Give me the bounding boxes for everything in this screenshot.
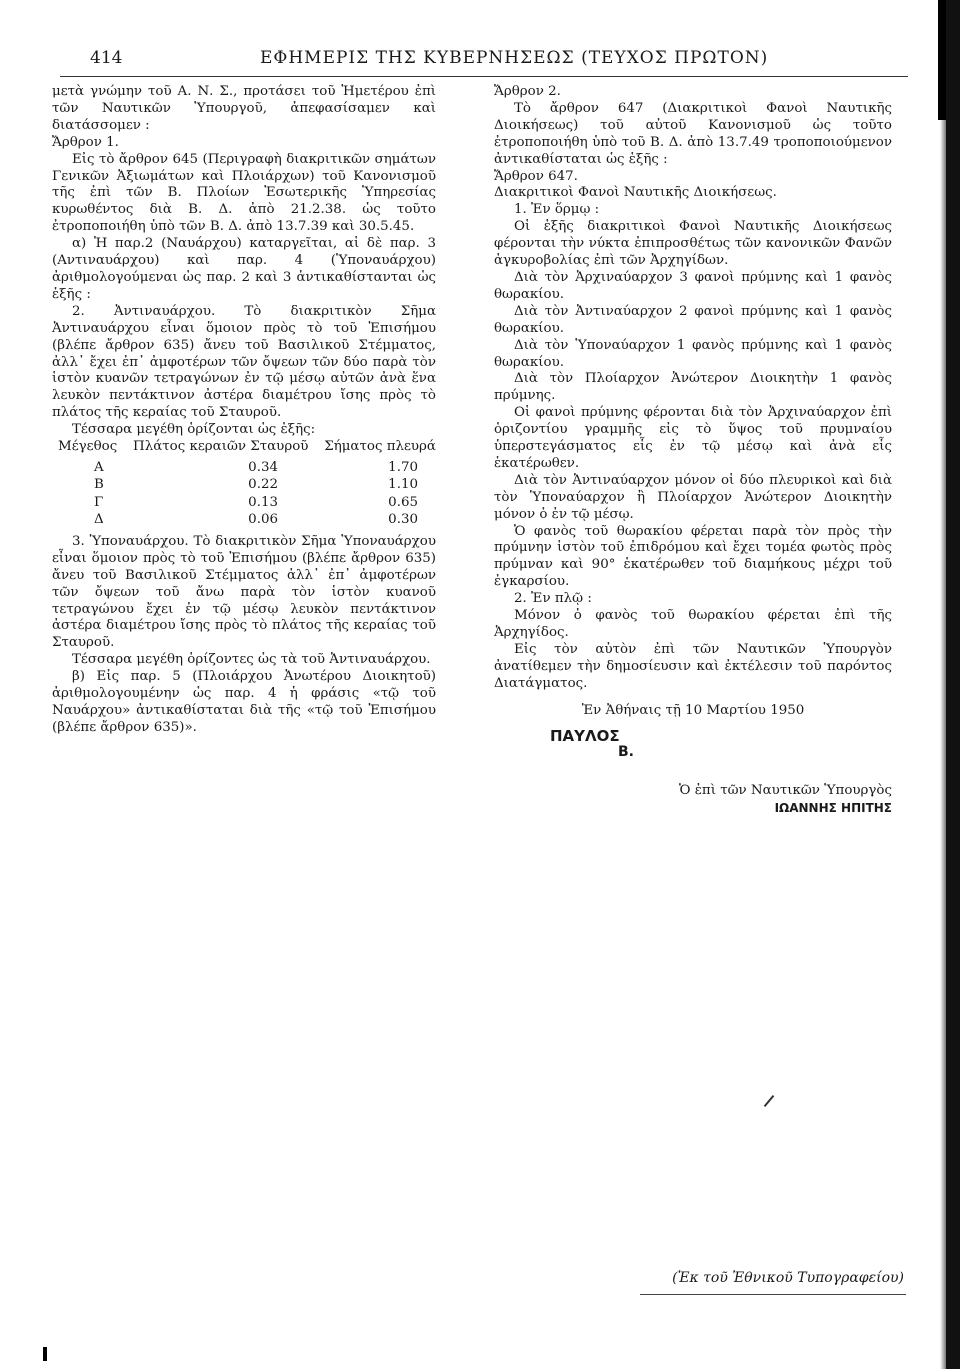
table-row — [52, 460, 436, 478]
article-647-heading: Ἄρθρον 647. — [494, 168, 578, 184]
sizes-intro: Τέσσαρα μεγέθη ὁρίζονται ὡς ἑξῆς: — [72, 422, 316, 438]
scan-edge-dark-corner — [938, 0, 946, 120]
article-2-paragraph: Τὸ ἄρθρον 647 (Διακριτικοὶ Φανοὶ Ναυτικῆς Διοικήσεως) τοῦ αὐτοῦ Κανονισμοῦ ὡς τοῦτο ἐτροποποιήθη ὑπὸ τοῦ Β. Δ. ἀπὸ 13.7.49 τροποποιούμενον ἀντικαθίσταται ὡς ἑξῆς : — [494, 100, 892, 167]
lights-intro: Οἱ ἑξῆς διακριτικοὶ Φανοὶ Ναυτικῆς Διοικήσεως φέρονται τὴν νύκτα ἐπιπροσθέτως τῶν κανονικῶν Φανῶν ἀγκυροβολίας ἐπὶ τῶν Ἀρχηγίδων. — [494, 219, 892, 269]
table-cell: 0.22 — [248, 477, 278, 493]
page-title: ΕΦΗΜΕΡΙΣ ΤΗΣ ΚΥΒΕΡΝΗΣΕΩΣ (ΤΕΥΧΟΣ ΠΡΩΤΟΝ) — [260, 48, 769, 68]
table-cell: 0.30 — [388, 512, 418, 528]
underway-paragraph: Μόνον ὁ φανὸς τοῦ θωρακίου φέρεται ἐπὶ τῆς Ἀρχηγίδος. — [494, 608, 892, 640]
king-signature: ΠΑΥΛΟΣ — [550, 726, 620, 745]
article-1-heading: Ἄρθρον 1. — [52, 134, 119, 150]
intro-paragraph: μετὰ γνώμην τοῦ Α. Ν. Σ., προτάσει τοῦ Ἡμετέρου ἐπὶ τῶν Ναυτικῶν Ὑπουργοῦ, ἀπεφασίσαμεν καὶ διατάσσομεν : — [52, 84, 436, 133]
scan-edge-gradient — [940, 0, 946, 1369]
minister-name: ΙΩΑΝΝΗΣ ΗΠΙΤΗΣ — [774, 801, 892, 816]
deck-light-paragraph: Ὁ φανὸς τοῦ θωρακίου φέρεται παρὰ τὸν πρὸς τὴν πρύμνην ἱστὸν τοῦ ἐπιδρόμου καὶ ἔχει τομέα φωτὸς πρὸς πρύμναν καὶ 90° ἑκατέρωθεν τοῦ διαμήκους μέχρι τοῦ ἐγκαρσίου. — [494, 523, 892, 590]
left-column — [52, 84, 436, 737]
table-cell: 0.06 — [248, 512, 278, 528]
footer-rule — [640, 1294, 906, 1295]
vice-admiral-paragraph: 2. Ἀντιναυάρχου. Τὸ διακριτικὸν Σῆμα Ἀντιναυάρχου εἶναι ὅμοιον πρὸς τὸ τοῦ Ἐπισήμου (βλέπε ἄρθρον 635) ἄνευ τοῦ Βασιλικοῦ Στέμματος, ἀλλ᾽ ἔχει ἐπ᾽ ἀμφοτέρων τῶν ὄψεων τῶν δύο παρὰ τὸν ἱστὸν κυανῶν τετραγώνων ἐν τῷ μέσῳ αὐτῶν ἀνὰ ἕνα λευκὸν πεντάκτινον ἀστέρα διαμέτρου ἴσης πρὸς τὸ πλάτος τῆς κεραίας τοῦ Σταυροῦ. — [52, 303, 436, 421]
table-cell: Δ — [94, 512, 104, 528]
subsection-1: 1. Ἐν ὅρμῳ : — [514, 202, 600, 218]
printer-footer: (Ἐκ τοῦ Ἐθνικοῦ Τυπογραφείου) — [672, 1270, 904, 1286]
col-header-size: Μέγεθος — [58, 439, 118, 455]
table-cell: Β — [94, 477, 104, 493]
handwritten-mark — [764, 1095, 775, 1107]
page-number: 414 — [90, 48, 123, 68]
table-cell: 0.34 — [248, 459, 278, 475]
table-cell: Α — [94, 459, 104, 475]
col-header-width: Πλάτος κεραιῶν Σταυροῦ — [133, 439, 309, 455]
rear-admiral-sizes: Τέσσαρα μεγέθη ὁρίζοντες ὡς τὰ τοῦ Ἀντιναυάρχου. — [72, 652, 431, 668]
article-1-paragraph: Εἰς τὸ ἄρθρον 645 (Περιγραφὴ διακριτικῶν σημάτων Γενικῶν Ἀξιωμάτων καὶ Πλοιάρχων) τοῦ Κανονισμοῦ τῆς ἐπὶ τῶν Β. Πλοίων Ἐσωτερικῆς Ὑπηρεσίας κυρωθέντος διὰ Β. Δ. ἀπὸ 21.2.38. ὡς τοῦτο ἐτροποποιήθη ὑπὸ τῶν Β. Δ. ἀπὸ 13.7.39 καὶ 30.5.45. — [52, 151, 436, 235]
table-row — [52, 495, 436, 513]
section-heading: Διακριτικοὶ Φανοὶ Ναυτικῆς Διοικήσεως. — [494, 185, 777, 201]
side-lights-placement: Διὰ τὸν Ἀντιναύαρχον μόνον οἱ δύο πλευρικοὶ καὶ διὰ τὸν Ὑποναύαρχον ἢ Πλοίαρχον Ἀνώτερον Διοικητὴν μόνον ὁ ἐν τῷ μέσῳ. — [494, 472, 892, 522]
clause-b-paragraph: β) Εἰς παρ. 5 (Πλοιάρχου Ἀνωτέρου Διοικητοῦ) ἀριθμολογουμένην ὡς παρ. 4 ἡ φράσις «τῷ τοῦ Ναυάρχου» ἀντικαθίσταται διὰ τῆς «τῷ τοῦ Ἐπισήμου (βλέπε ἄρθρον 635)». — [52, 669, 436, 735]
clause-a-paragraph: α) Ἡ παρ.2 (Ναυάρχου) καταργεῖται, αἱ δὲ παρ. 3 (Αντιναυάρχου) καὶ παρ. 4 (Ὑποναυάρχου) ἀριθμολογούμεναι ὡς παρ. 2 καὶ 3 ἀντικαθίστανται ὡς ἑξῆς : — [52, 236, 436, 302]
rear-admiral-lights: Διὰ τὸν Ὑποναύαρχον 1 φανὸς πρύμνης καὶ 1 φανὸς θωρακίου. — [494, 337, 892, 370]
stern-lights-placement: Οἱ φανοὶ πρύμνης φέρονται διὰ τὸν Ἀρχιναύαρχον ἐπὶ ὁριζοντίου γραμμῆς εἰς τὸ ὕψος τοῦ πρυμναίου ὑπερστεγάσματος εἷς ἐν τῷ μέσῳ καὶ ἀνὰ εἷς ἑκατέρωθεν. — [494, 405, 892, 471]
table-cell: Γ — [94, 494, 104, 510]
admiral-lights: Διὰ τὸν Ἀρχιναύαρχον 3 φανοὶ πρύμνης καὶ 1 φανὸς θωρακίου. — [494, 269, 892, 302]
right-column — [494, 84, 892, 817]
captain-lights: Διὰ τὸν Πλοίαρχον Ἀνώτερον Διοικητὴν 1 φανὸς πρύμνης. — [494, 371, 892, 404]
table-cell: 0.13 — [248, 494, 278, 510]
rear-admiral-paragraph: 3. Ὑποναυάρχου. Τὸ διακριτικὸν Σῆμα Ὑποναυάρχου εἶναι ὅμοιον πρὸς τὸ τοῦ Ἐπισήμου (βλέπε ἄρθρον 635) ἄνευ τοῦ Βασιλικοῦ Στέμματος ἀλλ᾽ ἐπ᾽ ἀμφοτέρων τῶν ὄψεων τοῦ ἄνω παρὰ τὸν ἱστὸν κυανοῦ τετραγώνου ἔχει ἐν τῷ μέσῳ λευκὸν πεντάκτινον ἀστέρα διαμέτρου ἴσης πρὸς τὸ πλάτος τῆς κεραίας τοῦ Σταυροῦ. — [52, 533, 436, 651]
table-row — [52, 512, 436, 530]
header-rule — [60, 76, 908, 77]
subsection-2: 2. Ἐν πλῷ : — [514, 591, 592, 607]
page-header — [60, 44, 908, 74]
king-initial: Β. — [618, 744, 634, 761]
scan-mark — [43, 1347, 47, 1361]
vice-admiral-lights: Διὰ τὸν Ἀντιναύαρχον 2 φανοὶ πρύμνης καὶ 1 φανὸς θωρακίου. — [494, 303, 892, 336]
minister-title: Ὁ ἐπὶ τῶν Ναυτικῶν Ὑπουργὸς — [678, 783, 892, 799]
scan-edge-shadow — [946, 0, 960, 1369]
table-cell: 1.70 — [388, 459, 418, 475]
table-cell: 0.65 — [388, 494, 418, 510]
date-line: Ἐν Ἀθήναις τῇ 10 Μαρτίου 1950 — [581, 702, 805, 718]
table-row — [52, 477, 436, 495]
col-header-side: Σήματος πλευρά — [324, 439, 436, 455]
table-cell: 1.10 — [388, 477, 418, 493]
article-2-heading: Ἄρθρον 2. — [494, 84, 561, 99]
sizes-table — [52, 460, 436, 530]
publication-paragraph: Εἰς τὸν αὐτὸν ἐπὶ τῶν Ναυτικῶν Ὑπουργὸν ἀνατίθεμεν τὴν δημοσίευσιν καὶ ἐκτέλεσιν τοῦ παρόντος Διατάγματος. — [494, 641, 892, 691]
sizes-table-header — [52, 439, 436, 456]
